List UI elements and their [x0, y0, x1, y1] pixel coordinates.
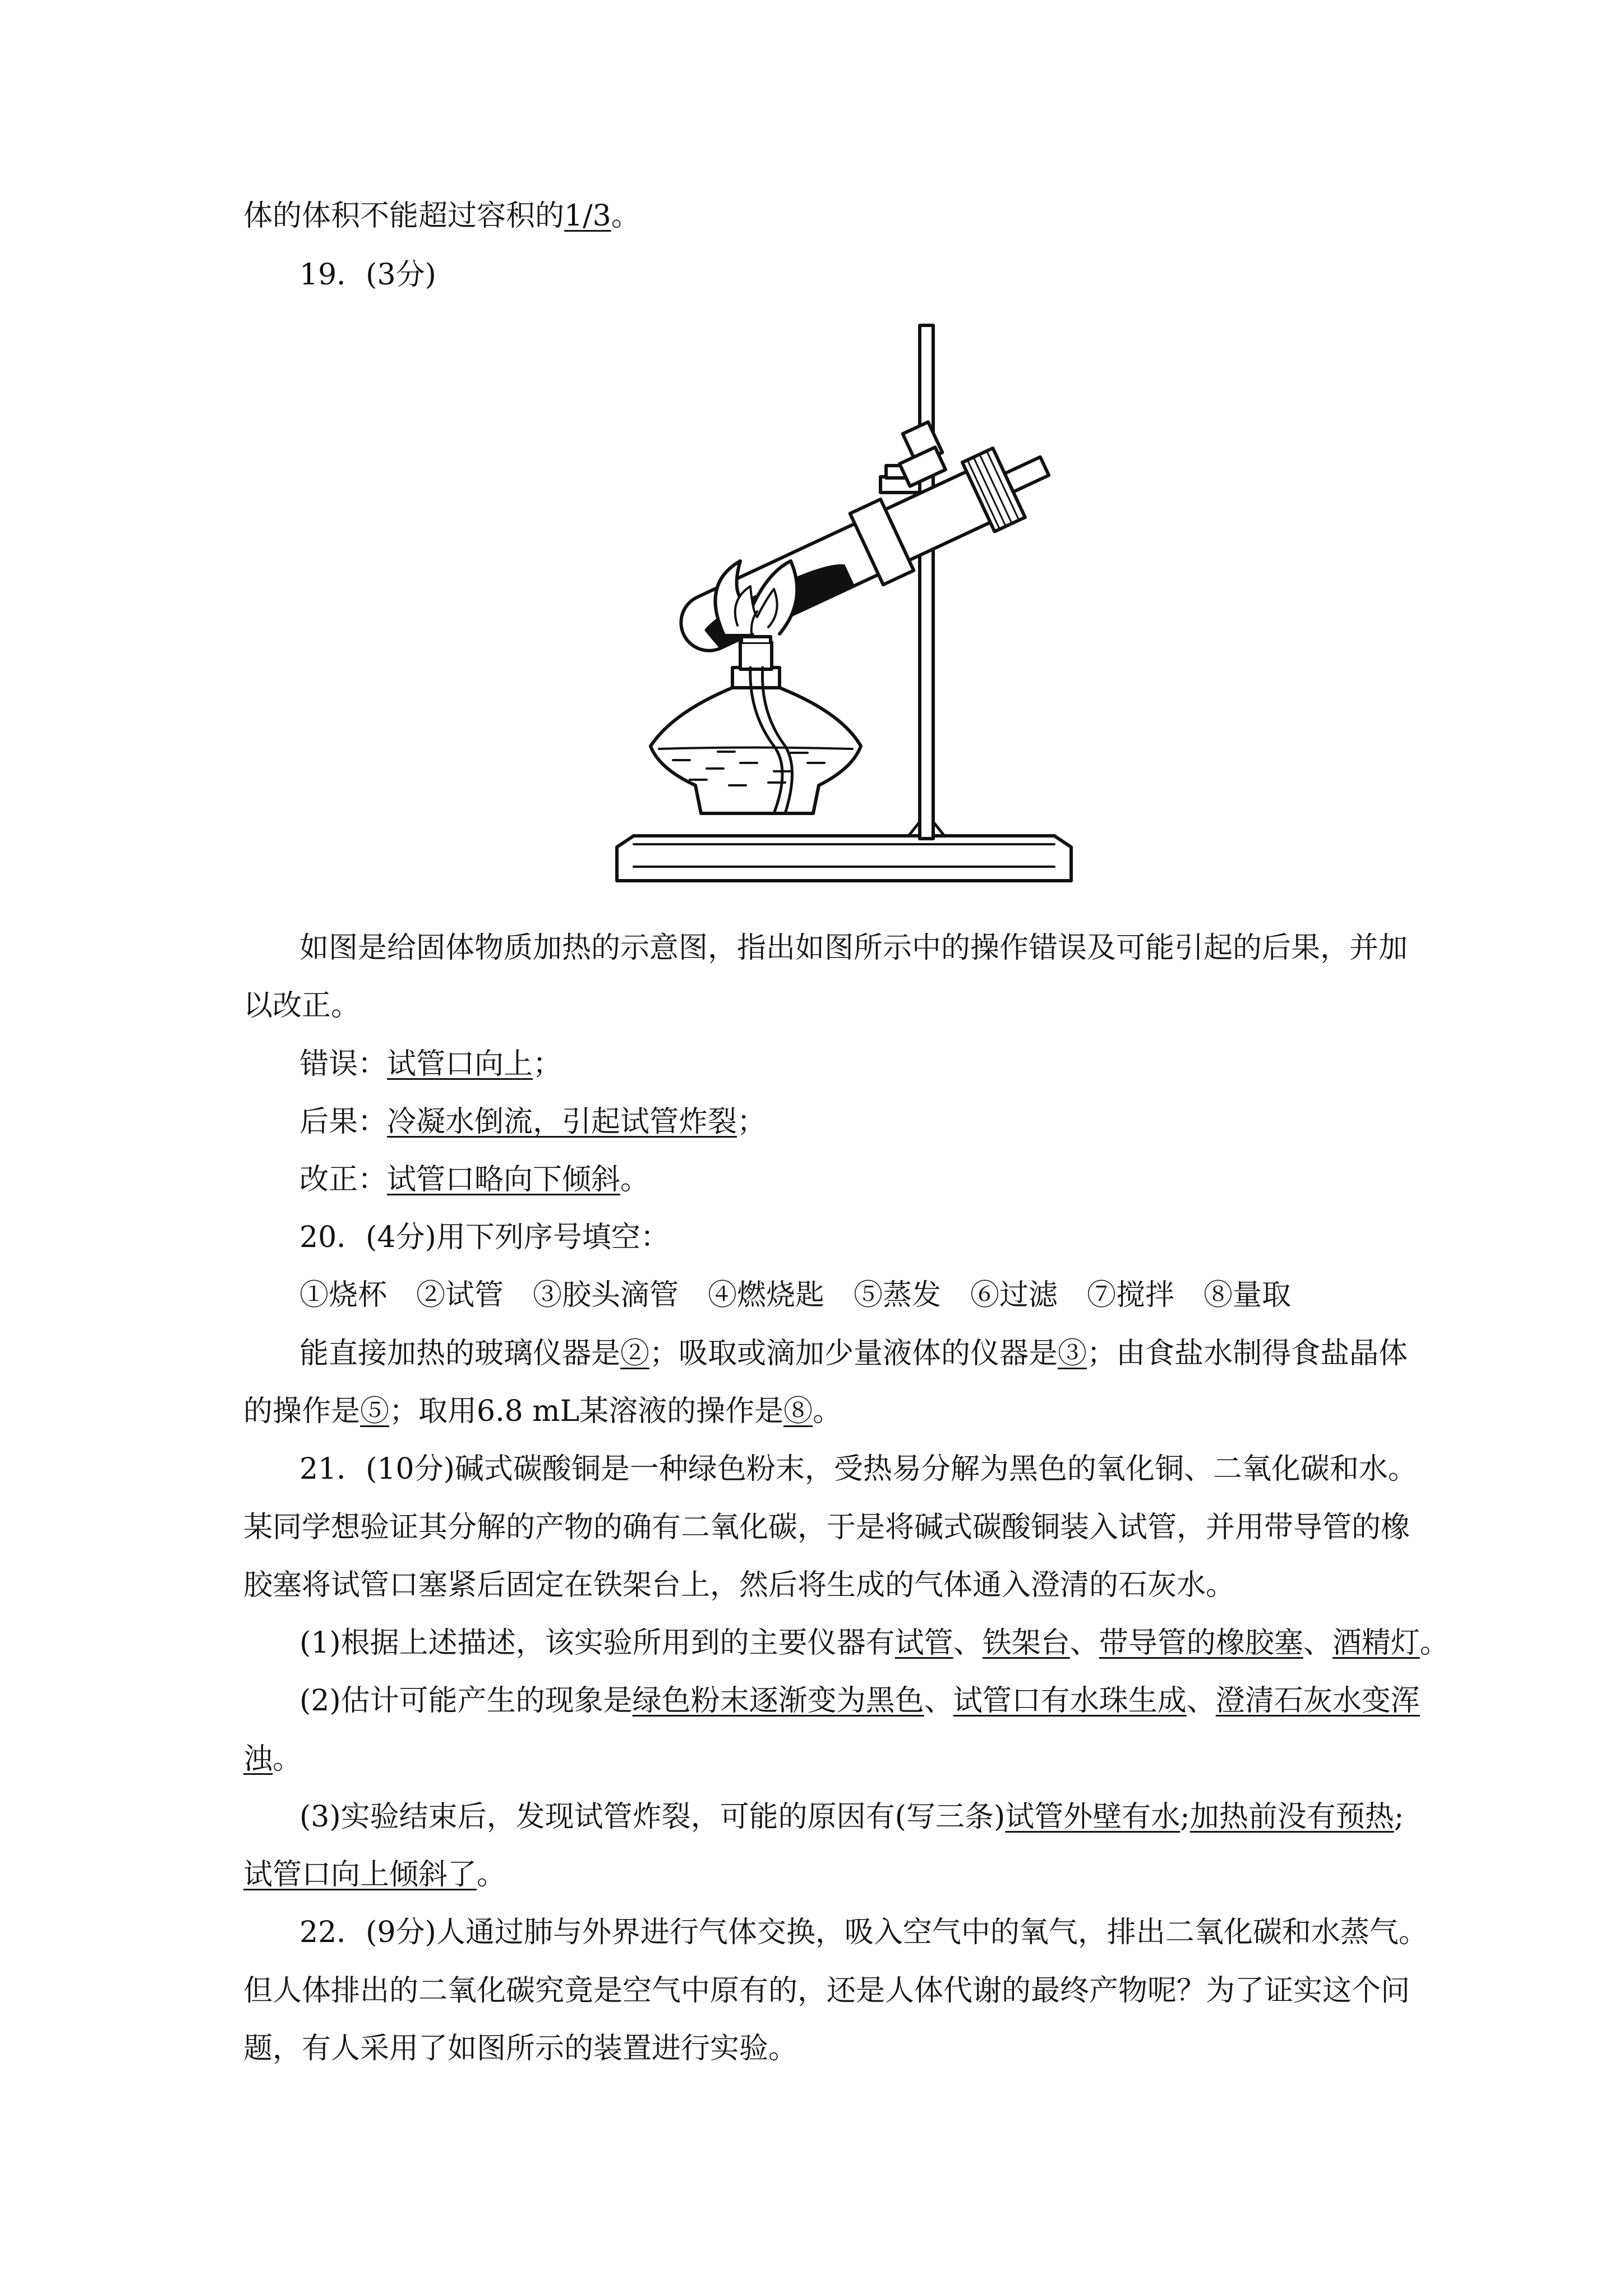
q20-text-a: 能直接加热的玻璃仪器是 [299, 1337, 621, 1370]
q21-part2-cont [243, 1740, 1398, 1779]
q19-error-answer: 试管口向上 [387, 1047, 533, 1081]
q18-tail-line [243, 196, 1398, 236]
q19-fix-answer: 试管口略向下倾斜 [387, 1163, 621, 1197]
q21-p2-answer-1: 绿色粉末逐渐变为黑色 [632, 1684, 924, 1718]
q19-result-line [299, 1102, 1398, 1142]
q18-answer: 1/3 [564, 199, 611, 233]
q21-p3-answer-3: 试管口向上倾斜了 [243, 1858, 477, 1892]
q20-text-c: ；由食盐水制得食盐晶体 [1087, 1337, 1408, 1370]
q20-options: ①烧杯 ②试管 ③胶头滴管 ④燃烧匙 ⑤蒸发 ⑥过滤 ⑦搅拌 ⑧量取 [299, 1278, 1292, 1312]
q19-fix-line [299, 1160, 1398, 1199]
q19-error-end: ； [533, 1047, 562, 1081]
q21-p2-end: 。 [273, 1742, 302, 1776]
q21-sep: 、 [924, 1684, 953, 1718]
clamp [880, 422, 946, 493]
q20-answer-2: ③ [1058, 1337, 1087, 1370]
q21-p1-answer-3: 带导管的橡胶塞 [1099, 1626, 1303, 1660]
heating-apparatus-figure [606, 320, 1088, 892]
q22-line2: 但人体排出的二氧化碳究竟是空气中原有的，还是人体代谢的最终产物呢？为了证实这个问 [243, 1974, 1410, 2008]
q20-text-e: ；取用6.8 mL某溶液的操作是 [389, 1395, 784, 1428]
q19-fix-label: 改正： [299, 1163, 388, 1197]
q21-sep: 、 [953, 1626, 983, 1660]
q18-tail-text: 体的体积不能超过容积的 [243, 199, 565, 233]
q21-part3-cont [243, 1855, 1398, 1894]
q21-p3-end: 。 [477, 1858, 506, 1892]
q19-fix-end: 。 [620, 1163, 650, 1197]
q20-answer-1: ② [620, 1337, 650, 1370]
q21-p1-answer-2: 铁架台 [982, 1626, 1070, 1660]
q21-p2-answer-3b: 浊 [243, 1742, 273, 1776]
q21-sep: 、 [1186, 1684, 1216, 1718]
q21-line2: 某同学想验证其分解的产物的确有二氧化碳，于是将碱式碳酸铜装入试管，并用带导管的橡 [243, 1511, 1410, 1544]
q19-prompt-line2: 以改正。 [243, 989, 361, 1023]
q20-answer-4: ⑧ [783, 1395, 813, 1428]
q21-sep: 、 [1069, 1626, 1099, 1660]
test-tube [667, 431, 1061, 670]
q20-text-d: 的操作是 [243, 1395, 361, 1428]
q19-result-end: ； [737, 1105, 767, 1139]
q19-header: 19．(3分) [299, 258, 436, 292]
q19-error-label: 错误： [299, 1047, 388, 1081]
q19-result-answer: 冷凝水倒流，引起试管炸裂 [387, 1105, 737, 1139]
q21-p1-end: 。 [1419, 1626, 1449, 1660]
iron-stand-base [617, 836, 1071, 881]
q20-line1 [299, 1334, 1408, 1373]
q21-p3-answer-1: 试管外壁有水 [1005, 1800, 1181, 1834]
q19-prompt-line1: 如图是给固体物质加热的示意图，指出如图所示中的操作错误及可能引起的后果，并加 [299, 931, 1408, 965]
q22-line1: 22．(9分)人通过肺与外界进行气体交换，吸入空气中的氧气，排出二氧化碳和水蒸气。 [299, 1916, 1428, 1949]
q21-line3: 胶塞将试管口塞紧后固定在铁架台上，然后将生成的气体通入澄清的石灰水。 [243, 1568, 1235, 1602]
q21-p3-sep: ; [1394, 1800, 1404, 1834]
q20-line2 [243, 1392, 1398, 1431]
q21-p2-answer-3a: 澄清石灰水变浑 [1215, 1684, 1420, 1718]
q21-p1-text: (1)根据上述描述，该实验所用到的主要仪器有 [299, 1626, 895, 1660]
q21-sep: 、 [1303, 1626, 1332, 1660]
q21-p3-sep: ; [1180, 1800, 1190, 1834]
q21-line1: 21．(10分)碱式碳酸铜是一种绿色粉末，受热易分解为黑色的氧化铜、二氧化碳和水。 [299, 1452, 1417, 1486]
q19-error-line [299, 1045, 1398, 1084]
q21-part3 [299, 1797, 1404, 1837]
q20-answer-3: ⑤ [360, 1395, 390, 1428]
q21-part1 [299, 1623, 1449, 1663]
q21-p2-text: (2)估计可能产生的现象是 [299, 1684, 633, 1718]
q21-p3-text: (3)实验结束后，发现试管炸裂，可能的原因有(写三条) [299, 1800, 1006, 1834]
q21-p2-answer-2: 试管口有水珠生成 [953, 1684, 1187, 1718]
alcohol-lamp [651, 637, 861, 813]
q21-p1-answer-1: 试管 [895, 1626, 953, 1660]
q20-text-f: 。 [813, 1395, 842, 1428]
q21-part2 [299, 1681, 1420, 1720]
q18-tail-end: 。 [611, 199, 640, 233]
q22-line3: 题，有人采用了如图所示的装置进行实验。 [243, 2032, 798, 2065]
q20-text-b: ；吸取或滴加少量液体的仪器是 [649, 1337, 1058, 1370]
q21-p3-answer-2: 加热前没有预热 [1189, 1800, 1394, 1834]
iron-stand-rod [909, 325, 944, 839]
q19-result-label: 后果： [299, 1105, 388, 1139]
q21-p1-answer-4: 酒精灯 [1332, 1626, 1420, 1660]
q20-header: 20．(4分)用下列序号填空： [299, 1221, 670, 1254]
